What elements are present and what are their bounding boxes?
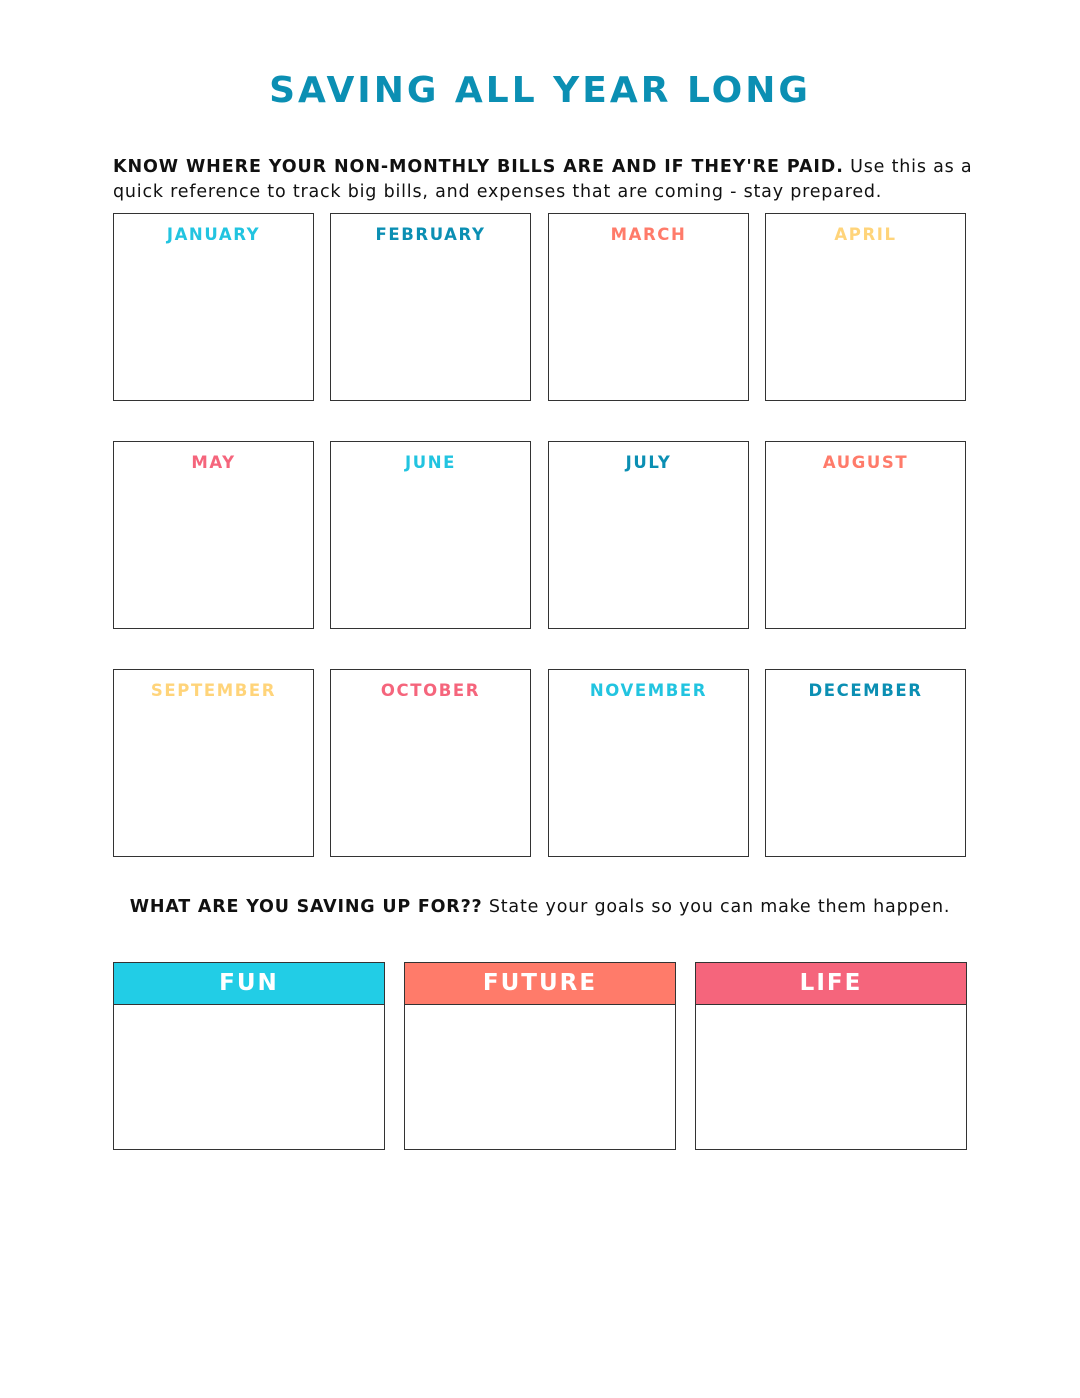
month-label: AUGUST <box>822 453 909 472</box>
month-box-april[interactable] <box>765 213 966 401</box>
month-box-may[interactable] <box>113 441 314 629</box>
month-box-september[interactable] <box>113 669 314 857</box>
month-label: JANUARY <box>166 225 261 244</box>
page-title: SAVING ALL YEAR LONG <box>269 70 811 111</box>
month-label: MARCH <box>610 225 687 244</box>
month-box-january[interactable] <box>113 213 314 401</box>
intro-bold: KNOW WHERE YOUR NON-MONTHLY BILLS ARE AND IF THEY'RE PAID. <box>113 157 844 177</box>
goals-intro-bold: WHAT ARE YOU SAVING UP FOR?? <box>129 897 483 917</box>
month-box-october[interactable] <box>330 669 531 857</box>
month-label: DECEMBER <box>808 681 923 700</box>
month-box-december[interactable] <box>765 669 966 857</box>
month-label: NOVEMBER <box>589 681 708 700</box>
goal-box-future[interactable] <box>404 962 676 1150</box>
month-label: SEPTEMBER <box>150 681 277 700</box>
goals-intro-text: State your goals so you can make them happen. <box>482 897 951 917</box>
intro-text: Use this as a quick reference to track big bills, and expenses that are coming - stay prepared. <box>113 157 973 202</box>
goals-intro <box>0 897 1080 917</box>
goal-header: FUTURE <box>405 963 675 1005</box>
month-label: OCTOBER <box>380 681 481 700</box>
month-box-july[interactable] <box>548 441 749 629</box>
month-box-june[interactable] <box>330 441 531 629</box>
month-label: APRIL <box>834 225 897 244</box>
goal-header: LIFE <box>696 963 966 1005</box>
goal-header: FUN <box>114 963 384 1005</box>
month-label: FEBRUARY <box>375 225 486 244</box>
month-label: JUNE <box>404 453 457 472</box>
month-label: MAY <box>191 453 236 472</box>
month-box-february[interactable] <box>330 213 531 401</box>
month-box-november[interactable] <box>548 669 749 857</box>
intro-paragraph <box>113 155 973 205</box>
goal-box-fun[interactable] <box>113 962 385 1150</box>
month-box-august[interactable] <box>765 441 966 629</box>
goal-box-life[interactable] <box>695 962 967 1150</box>
month-label: JULY <box>625 453 672 472</box>
month-box-march[interactable] <box>548 213 749 401</box>
